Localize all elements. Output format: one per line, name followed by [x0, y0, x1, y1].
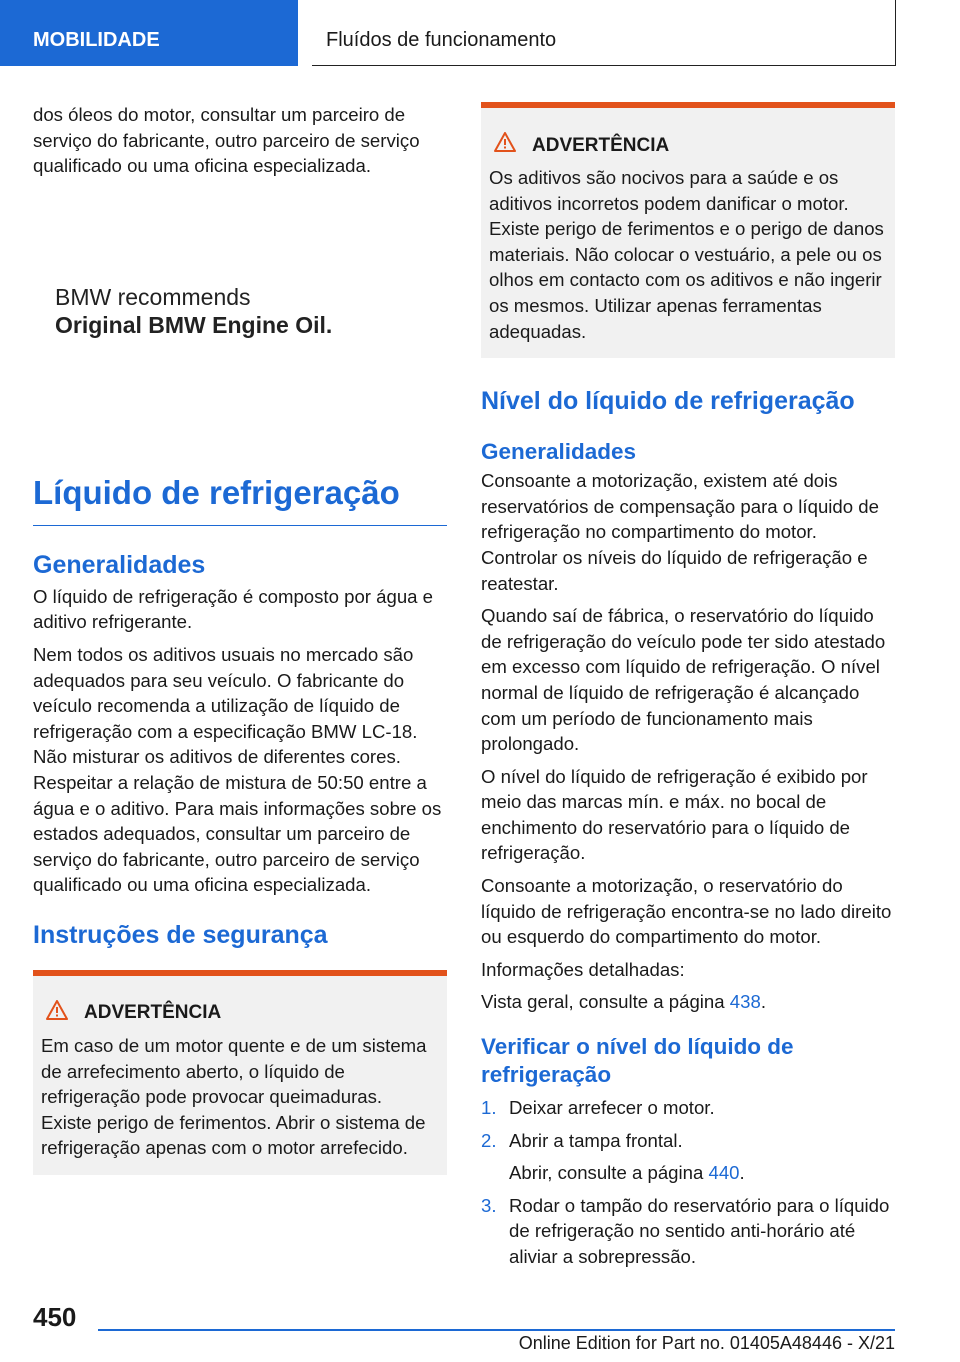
- step-number: 3.: [481, 1194, 497, 1216]
- overview-reference: Vista geral, consulte a página 438.: [481, 991, 766, 1013]
- warning-triangle-icon: [494, 132, 530, 159]
- level-paragraph-3: O nível do líquido de refrigeração é exibido por meio das marcas mín. e máx. no bocal de enchimento do reservatório para o líquido de refrigeração.: [481, 765, 868, 864]
- level-paragraph-1: Consoante a motorização, existem até dois reservatórios de compensação para o líquido de refrigeração no compartimento do motor. Controlar os níveis do líquido de refrigeração e reatestar.: [481, 470, 879, 594]
- coolant-heading: Líquido de refrigeração: [33, 473, 447, 526]
- step-text: Deixar arrefecer o motor.: [509, 1097, 715, 1119]
- step-text: Abrir a tampa frontal.: [509, 1129, 683, 1151]
- warning-title-text: ADVERTÊNCIA: [84, 1002, 222, 1024]
- warning-text: Em caso de um motor quente e de um sistema de arrefecimento aberto, o líquido de refrigeração pode provocar queimaduras. Existe perigo de ferimentos. Abrir o sistema de refrigeração apenas com o motor arrefecido.: [41, 1034, 427, 1159]
- steps-list: [481, 1095, 895, 1270]
- warning-text: Os aditivos são nocivos para a saúde e os aditivos incorretos podem danificar o motor. Existe perigo de ferimentos e o perigo de danos materiais. Não colocar o vestuário, a pele ou os olhos em contacto com os aditivos e não ingerir os mesmos. Utilizar apenas ferramentas adequadas.: [489, 167, 884, 342]
- page-header: [0, 0, 960, 66]
- front-hood-page-link[interactable]: 440: [708, 1162, 740, 1184]
- warning-title: [41, 1000, 437, 1027]
- banner-line-2: Original BMW Engine Oil.: [55, 311, 333, 338]
- step-number: 2.: [481, 1129, 497, 1151]
- level-paragraph-4: Consoante a motorização, o reservatório do líquido de refrigeração encontra-se no lado direito ou esquerdo do compartimento do motor.: [481, 875, 892, 948]
- step-number: 1.: [481, 1097, 497, 1119]
- warning-title-text: ADVERTÊNCIA: [532, 134, 670, 156]
- level-paragraph-2: Quando saí de fábrica, o reservatório do líquido de refrigeração do veículo pode ter sido atestado em excesso com líquido de refrigeração. O nível normal de líquido de refrigeração é alcançado com um período de funcionamento mais prolongado.: [481, 605, 886, 755]
- banner-line-1: BMW recommends: [55, 283, 251, 310]
- warning-title: [489, 132, 885, 159]
- warning-box-additives: [481, 102, 895, 358]
- step-text: Rodar o tampão do reservatório para o líquido de refrigeração no sentido anti-horário até aliviar a sobrepressão.: [509, 1194, 890, 1267]
- general-heading: Generalidades: [33, 550, 206, 579]
- general-paragraph-1: O líquido de refrigeração é composto por água e aditivo refrigerante.: [33, 585, 434, 633]
- page-number: 450: [33, 1302, 77, 1332]
- general-paragraph-2: Nem todos os aditivos usuais no mercado são adequados para seu veículo. O fabricante do veículo recomenda a utilização de líquido de refrigeração com a especificação BMW LC-18. Não misturar os aditivos de diferentes cores. Respeitar a relação de mistura de 50:50 entre a água e o aditivo. Para mais informações sobre os estados adequados, consultar um parceiro de serviço do fabricante, outro parceiro de serviço qualificado ou uma oficina especializada.: [33, 643, 442, 896]
- chapter-title: Fluídos de funcionamento: [312, 0, 896, 66]
- footer-divider: [98, 1329, 895, 1331]
- step-item: [481, 1128, 895, 1186]
- step-sub-text: Abrir, consulte a página: [509, 1162, 709, 1184]
- intro-paragraph: dos óleos do motor, consultar um parceiro de serviço do fabricante, outro parceiro de serviço qualificado ou uma oficina especializada.: [33, 104, 420, 177]
- warning-box-burn: [33, 970, 447, 1175]
- safety-heading: Instruções de segurança: [33, 920, 328, 949]
- info-label: Informações detalhadas:: [481, 958, 685, 980]
- left-column: [33, 102, 447, 1175]
- level-heading: Nível do líquido de refrigeração: [481, 387, 855, 416]
- overview-text: Vista geral, consulte a página: [481, 991, 730, 1013]
- step-subreference: Abrir, consulte a página 440.: [509, 1162, 745, 1184]
- warning-triangle-icon: [46, 1000, 82, 1027]
- right-column: [481, 102, 895, 1277]
- bmw-oil-banner: [55, 283, 447, 473]
- step-item: [481, 1095, 895, 1121]
- edition-note: Online Edition for Part no. 01405A48446 - X/21: [518, 1333, 895, 1353]
- check-heading: Verificar o nível do líquido de refrigeração: [481, 1034, 794, 1088]
- step-item: [481, 1193, 895, 1270]
- general-heading: Generalidades: [481, 439, 637, 465]
- overview-page-link[interactable]: 438: [729, 991, 761, 1013]
- section-tab[interactable]: MOBILIDADE: [0, 0, 298, 66]
